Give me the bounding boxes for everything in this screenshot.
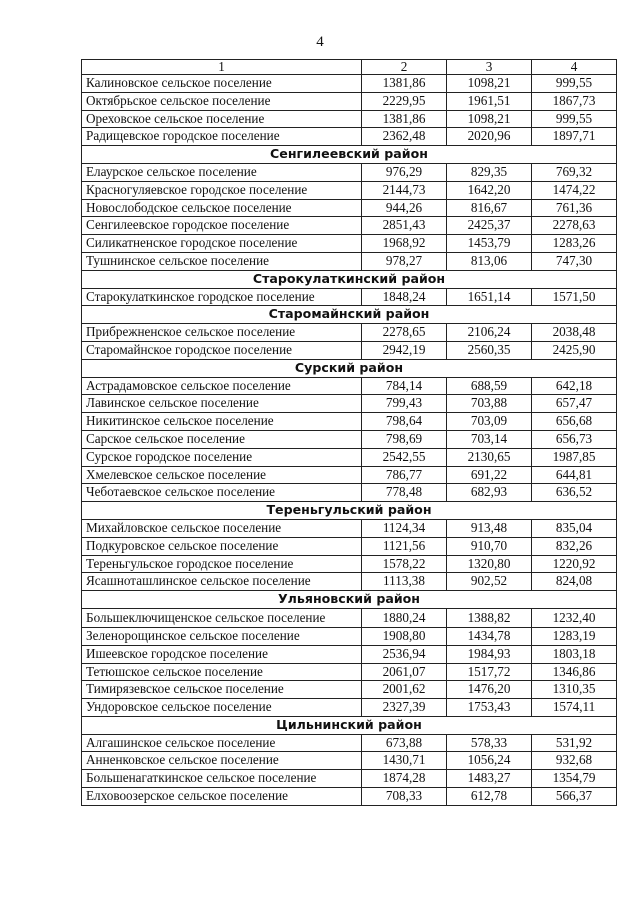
table-row	[82, 699, 617, 717]
district-name: Сурский район	[82, 359, 617, 377]
value-cell: 1476,20	[447, 681, 532, 699]
value-cell: 1124,34	[362, 519, 447, 537]
value-cell: 2020,96	[447, 128, 532, 146]
district-header-row	[82, 359, 617, 377]
table-row	[82, 519, 617, 537]
settlement-name: Тетюшское сельское поселение	[82, 663, 362, 681]
settlement-name: Новослободское сельское поселение	[82, 199, 362, 217]
table-row	[82, 217, 617, 235]
value-cell: 1121,56	[362, 537, 447, 555]
value-cell: 978,27	[362, 252, 447, 270]
district-name: Тереньгульский район	[82, 502, 617, 520]
value-cell: 1642,20	[447, 181, 532, 199]
value-cell: 2061,07	[362, 663, 447, 681]
settlement-name: Сурское городское поселение	[82, 448, 362, 466]
value-cell: 2542,55	[362, 448, 447, 466]
settlement-name: Алгашинское сельское поселение	[82, 734, 362, 752]
value-cell: 703,14	[447, 430, 532, 448]
district-name: Цильнинский район	[82, 716, 617, 734]
value-cell: 813,06	[447, 252, 532, 270]
table-row	[82, 92, 617, 110]
table-row	[82, 770, 617, 788]
value-cell: 703,09	[447, 413, 532, 431]
value-cell: 1388,82	[447, 608, 532, 627]
value-cell: 2942,19	[362, 341, 447, 359]
value-cell: 1430,71	[362, 752, 447, 770]
table-row	[82, 252, 617, 270]
table-row	[82, 199, 617, 217]
settlement-name: Зеленорощинское сельское поселение	[82, 627, 362, 645]
value-cell: 682,93	[447, 484, 532, 502]
table-header-row	[82, 60, 617, 75]
value-cell: 2536,94	[362, 645, 447, 663]
value-cell: 636,52	[532, 484, 617, 502]
district-header-row	[82, 146, 617, 164]
settlement-name: Астрадамовское сельское поселение	[82, 377, 362, 395]
value-cell: 1908,80	[362, 627, 447, 645]
district-header-row	[82, 270, 617, 288]
table-row	[82, 75, 617, 93]
district-header-row	[82, 306, 617, 324]
settlement-name: Елховоозерское сельское поселение	[82, 788, 362, 806]
settlement-name: Хмелевское сельское поселение	[82, 466, 362, 484]
value-cell: 1098,21	[447, 75, 532, 93]
value-cell: 1220,92	[532, 555, 617, 573]
district-header-row	[82, 591, 617, 609]
value-cell: 2144,73	[362, 181, 447, 199]
value-cell: 798,69	[362, 430, 447, 448]
district-name: Старомайнский район	[82, 306, 617, 324]
table-row	[82, 555, 617, 573]
settlement-name: Ундоровское сельское поселение	[82, 699, 362, 717]
settlement-name: Ореховское сельское поселение	[82, 110, 362, 128]
value-cell: 1651,14	[447, 288, 532, 306]
settlement-name: Тереньгульское городское поселение	[82, 555, 362, 573]
table-row	[82, 627, 617, 645]
value-cell: 784,14	[362, 377, 447, 395]
value-cell: 824,08	[532, 573, 617, 591]
column-header: 2	[362, 60, 447, 75]
settlements-table	[81, 59, 617, 806]
table-row	[82, 734, 617, 752]
value-cell: 1381,86	[362, 75, 447, 93]
value-cell: 1056,24	[447, 752, 532, 770]
value-cell: 910,70	[447, 537, 532, 555]
value-cell: 1517,72	[447, 663, 532, 681]
value-cell: 612,78	[447, 788, 532, 806]
value-cell: 703,88	[447, 395, 532, 413]
settlement-name: Тушнинское сельское поселение	[82, 252, 362, 270]
value-cell: 999,55	[532, 110, 617, 128]
value-cell: 1880,24	[362, 608, 447, 627]
settlement-name: Красногуляевское городское поселение	[82, 181, 362, 199]
value-cell: 999,55	[532, 75, 617, 93]
value-cell: 976,29	[362, 163, 447, 181]
settlement-name: Ясашноташлинское сельское поселение	[82, 573, 362, 591]
settlement-name: Подкуровское сельское поселение	[82, 537, 362, 555]
settlement-name: Старокулаткинское городское поселение	[82, 288, 362, 306]
table-row	[82, 235, 617, 253]
value-cell: 656,73	[532, 430, 617, 448]
table-row	[82, 663, 617, 681]
settlement-name: Прибрежненское сельское поселение	[82, 324, 362, 342]
value-cell: 673,88	[362, 734, 447, 752]
table-row	[82, 752, 617, 770]
value-cell: 691,22	[447, 466, 532, 484]
value-cell: 1354,79	[532, 770, 617, 788]
settlement-name: Большенагаткинское сельское поселение	[82, 770, 362, 788]
settlement-name: Силикатненское городское поселение	[82, 235, 362, 253]
value-cell: 1753,43	[447, 699, 532, 717]
table-row	[82, 448, 617, 466]
table-row	[82, 324, 617, 342]
value-cell: 2106,24	[447, 324, 532, 342]
table-body	[82, 75, 617, 806]
value-cell: 786,77	[362, 466, 447, 484]
value-cell: 1968,92	[362, 235, 447, 253]
value-cell: 1346,86	[532, 663, 617, 681]
table-row	[82, 484, 617, 502]
value-cell: 798,64	[362, 413, 447, 431]
table-row	[82, 181, 617, 199]
settlement-name: Елаурское сельское поселение	[82, 163, 362, 181]
value-cell: 944,26	[362, 199, 447, 217]
table-row	[82, 413, 617, 431]
value-cell: 902,52	[447, 573, 532, 591]
district-name: Старокулаткинский район	[82, 270, 617, 288]
table-row	[82, 377, 617, 395]
district-name: Ульяновский район	[82, 591, 617, 609]
value-cell: 1453,79	[447, 235, 532, 253]
value-cell: 829,35	[447, 163, 532, 181]
value-cell: 2038,48	[532, 324, 617, 342]
value-cell: 832,26	[532, 537, 617, 555]
page-number: 4	[316, 34, 324, 50]
value-cell: 1874,28	[362, 770, 447, 788]
value-cell: 769,32	[532, 163, 617, 181]
table-row	[82, 163, 617, 181]
district-header-row	[82, 716, 617, 734]
value-cell: 566,37	[532, 788, 617, 806]
value-cell: 1283,19	[532, 627, 617, 645]
settlement-name: Сарское сельское поселение	[82, 430, 362, 448]
column-header: 3	[447, 60, 532, 75]
value-cell: 2278,63	[532, 217, 617, 235]
settlement-name: Сенгилеевское городское поселение	[82, 217, 362, 235]
value-cell: 1574,11	[532, 699, 617, 717]
value-cell: 1984,93	[447, 645, 532, 663]
table-row	[82, 537, 617, 555]
value-cell: 2130,65	[447, 448, 532, 466]
value-cell: 1571,50	[532, 288, 617, 306]
value-cell: 913,48	[447, 519, 532, 537]
value-cell: 1098,21	[447, 110, 532, 128]
value-cell: 531,92	[532, 734, 617, 752]
value-cell: 656,68	[532, 413, 617, 431]
value-cell: 1987,85	[532, 448, 617, 466]
settlement-name: Октябрьское сельское поселение	[82, 92, 362, 110]
value-cell: 2001,62	[362, 681, 447, 699]
table-row	[82, 395, 617, 413]
value-cell: 932,68	[532, 752, 617, 770]
value-cell: 761,36	[532, 199, 617, 217]
value-cell: 1897,71	[532, 128, 617, 146]
value-cell: 799,43	[362, 395, 447, 413]
table-row	[82, 466, 617, 484]
table-row	[82, 645, 617, 663]
value-cell: 1320,80	[447, 555, 532, 573]
value-cell: 2425,37	[447, 217, 532, 235]
column-header: 4	[532, 60, 617, 75]
settlement-name: Чеботаевское сельское поселение	[82, 484, 362, 502]
value-cell: 1310,35	[532, 681, 617, 699]
table-row	[82, 430, 617, 448]
settlement-name: Радищевское городское поселение	[82, 128, 362, 146]
settlement-name: Михайловское сельское поселение	[82, 519, 362, 537]
value-cell: 778,48	[362, 484, 447, 502]
table-row	[82, 288, 617, 306]
value-cell: 657,47	[532, 395, 617, 413]
value-cell: 1803,18	[532, 645, 617, 663]
settlement-name: Большеключищенское сельское поселение	[82, 608, 362, 627]
table-row	[82, 573, 617, 591]
settlement-name: Тимирязевское сельское поселение	[82, 681, 362, 699]
value-cell: 1232,40	[532, 608, 617, 627]
settlement-name: Лавинское сельское поселение	[82, 395, 362, 413]
value-cell: 578,33	[447, 734, 532, 752]
settlement-name: Калиновское сельское поселение	[82, 75, 362, 93]
value-cell: 1381,86	[362, 110, 447, 128]
value-cell: 1434,78	[447, 627, 532, 645]
value-cell: 2425,90	[532, 341, 617, 359]
value-cell: 642,18	[532, 377, 617, 395]
settlement-name: Ишеевское городское поселение	[82, 645, 362, 663]
table-row	[82, 788, 617, 806]
value-cell: 2278,65	[362, 324, 447, 342]
settlement-name: Анненковское сельское поселение	[82, 752, 362, 770]
table-row	[82, 341, 617, 359]
column-header: 1	[82, 60, 362, 75]
value-cell: 1474,22	[532, 181, 617, 199]
value-cell: 1113,38	[362, 573, 447, 591]
value-cell: 1867,73	[532, 92, 617, 110]
value-cell: 816,67	[447, 199, 532, 217]
settlement-name: Старомайнское городское поселение	[82, 341, 362, 359]
value-cell: 1578,22	[362, 555, 447, 573]
table-row	[82, 110, 617, 128]
value-cell: 2362,48	[362, 128, 447, 146]
value-cell: 1283,26	[532, 235, 617, 253]
table-row	[82, 681, 617, 699]
value-cell: 2229,95	[362, 92, 447, 110]
value-cell: 1483,27	[447, 770, 532, 788]
settlement-name: Никитинское сельское поселение	[82, 413, 362, 431]
value-cell: 747,30	[532, 252, 617, 270]
value-cell: 835,04	[532, 519, 617, 537]
table-row	[82, 128, 617, 146]
value-cell: 2851,43	[362, 217, 447, 235]
district-header-row	[82, 502, 617, 520]
district-name: Сенгилеевский район	[82, 146, 617, 164]
table-row	[82, 608, 617, 627]
value-cell: 688,59	[447, 377, 532, 395]
value-cell: 2327,39	[362, 699, 447, 717]
value-cell: 1961,51	[447, 92, 532, 110]
value-cell: 708,33	[362, 788, 447, 806]
value-cell: 1848,24	[362, 288, 447, 306]
value-cell: 644,81	[532, 466, 617, 484]
value-cell: 2560,35	[447, 341, 532, 359]
